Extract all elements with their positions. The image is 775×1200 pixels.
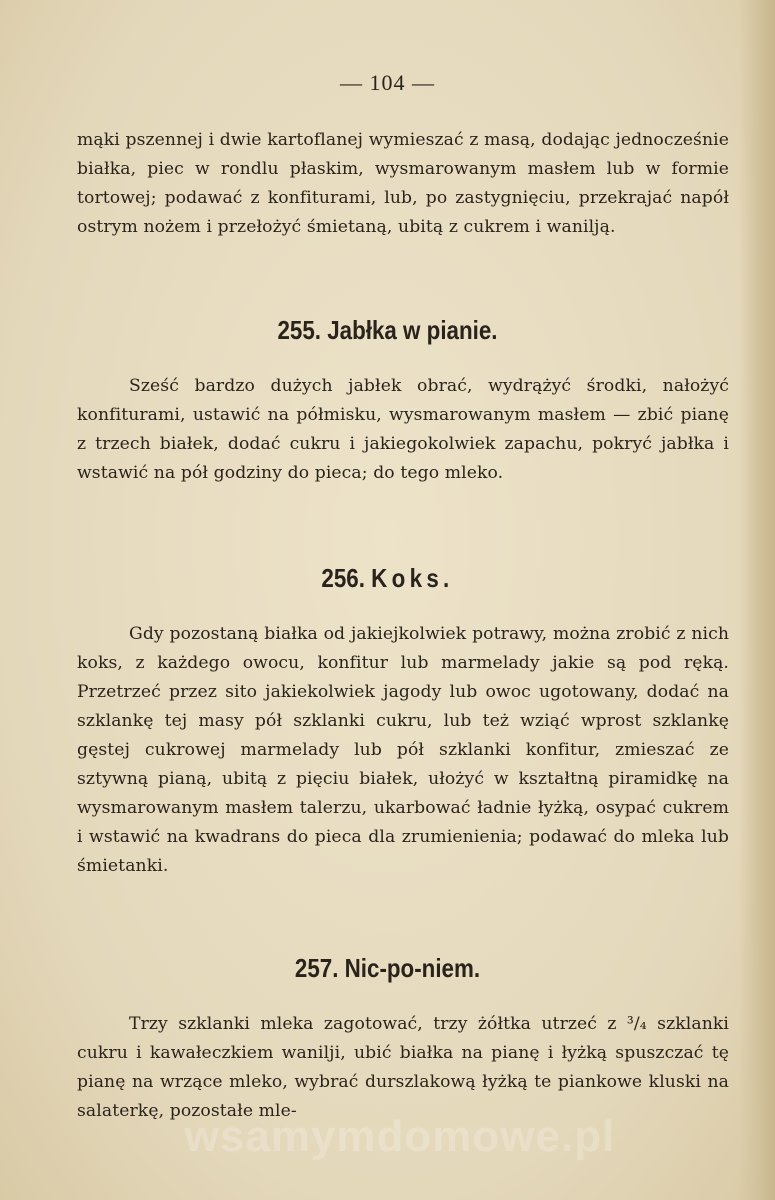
watermark: wsamymdomowe.pl [184, 1112, 616, 1161]
recipe-body-255: Sześć bardzo dużych jabłek obrać, wydrążyć środki, nałożyć konfiturami, ustawić na półmisku, wysmarowanym masłem — zbić pianę z trzech białek, dodać cukru i jakiegokolwiek zapachu, pokryć jabłka i wstawić na pół godziny do pieca; do tego mleko. [77, 376, 729, 483]
page-number: — 104 — [340, 70, 435, 95]
recipe-body-256: Gdy pozostaną białka od jakiejkolwiek potrawy, można zrobić z nich koks, z każdego owocu, konfitur lub marmelady jakie są pod ręką. Przetrzeć przez sito jakiekolwiek jagody lub owoc ugotowany, dodać na szklankę tej masy pół szklanki cukru, lub też wziąć wprost szklankę gęstej cukrowej marmelady lub pół szklanki konfitur, zmieszać ze sztywną pianą, ubitą z pięciu białek, ułożyć w kształtną piramidkę na wysmarowanym masłem talerzu, ukarbować ładnie łyżką, osypać cukrem i wstawić na kwadrans do pieca dla zrumienienia; podawać do mleka lub śmietanki. [77, 624, 729, 876]
recipe-title: Nic-po-niem. [344, 953, 481, 983]
recipe-number: 257. [294, 953, 339, 983]
recipe-number: 255. [277, 315, 322, 345]
recipe-title: Jabłka w pianie. [327, 315, 498, 345]
recipe-number: 256. [321, 563, 365, 593]
continuation-paragraph: mąki pszennej i dwie kartoflanej wymieszać z masą, dodając jednocześnie białka, piec w rondlu płaskim, wysmarowanym masłem lub w formie tortowej; podawać z konfiturami, lub, po zastygnięciu, przekrajać napół ostrym nożem i przełożyć śmietaną, ubitą z cukrem i wanilją. [77, 130, 729, 237]
recipe-body-257: Trzy szklanki mleka zagotować, trzy żółtka utrzeć z ³/₄ szklanki cukru i kawałeczkiem wanilji, ubić białka na pianę i łyżką spuszczać tę pianę na wrzące mleko, wybrać durszlakową łyżką te piankowe kluski na salaterkę, pozostałe mle- [77, 1014, 729, 1121]
recipe-heading-256 [54, 563, 721, 594]
recipe-heading-257 [54, 953, 721, 984]
page-edge [739, 0, 775, 1200]
recipe-title: Koks. [371, 563, 454, 593]
recipe-heading-255 [54, 315, 721, 346]
